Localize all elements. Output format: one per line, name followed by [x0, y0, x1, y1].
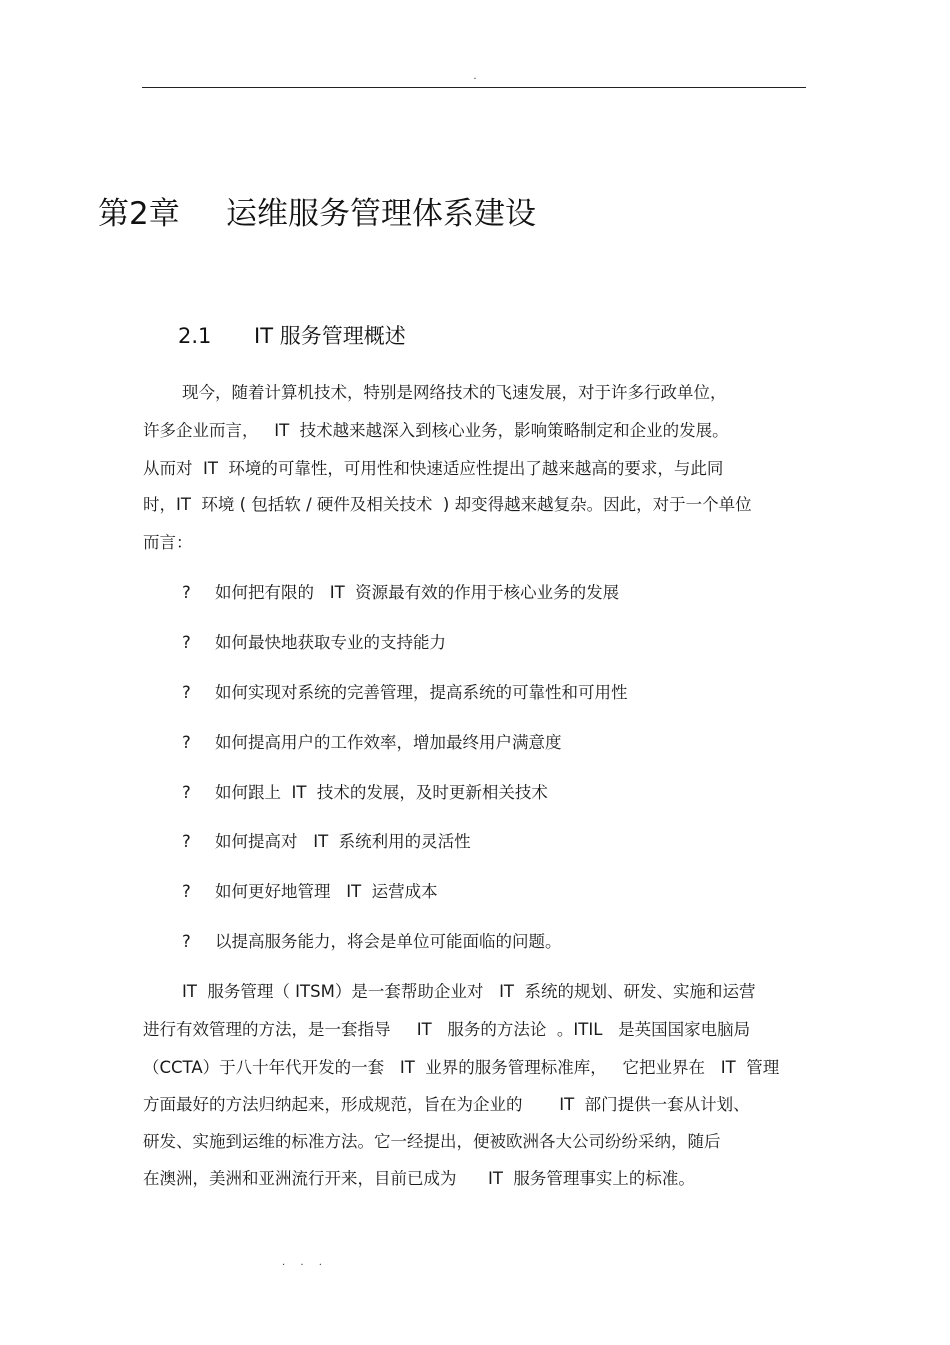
- paragraph-line: 许多企业而言， IT 技术越来越深入到核心业务，影响策略制定和企业的发展。: [143, 421, 729, 440]
- list-item-text: 如何实现对系统的完善管理，提高系统的可靠性和可用性: [215, 683, 628, 702]
- list-item-text: 如何把有限的 IT 资源最有效的作用于核心业务的发展: [215, 583, 620, 602]
- paragraph-line: 从而对 IT 环境的可靠性，可用性和快速适应性提出了越来越高的要求，与此同: [143, 459, 724, 478]
- chapter-number: 第2章: [98, 196, 180, 232]
- chapter-title: [98, 194, 536, 234]
- header-mark: .: [473, 71, 477, 82]
- section-title: [178, 322, 406, 350]
- list-item: [182, 731, 562, 755]
- list-item: [182, 830, 471, 854]
- bullet-mark: ?: [182, 932, 191, 951]
- bullet-mark: ?: [182, 633, 191, 652]
- paragraph-line: 进行有效管理的方法，是一套指导 IT 服务的方法论 。ITIL 是英国国家电脑局: [143, 1020, 751, 1039]
- list-item-text: 以提高服务能力，将会是单位可能面临的问题。: [215, 932, 562, 951]
- paragraph-line: 时，IT 环境 ( 包括软 / 硬件及相关技术 ) 却变得越来越复杂。因此，对于一个单位: [143, 495, 752, 514]
- list-item: [182, 681, 628, 705]
- bullet-mark: ?: [182, 733, 191, 752]
- paragraph-line: 而言：: [143, 533, 193, 552]
- section-title-text: IT 服务管理概述: [254, 324, 406, 348]
- list-item-text: 如何最快地获取专业的支持能力: [215, 633, 446, 652]
- bullet-mark: ?: [182, 583, 191, 602]
- header-rule: [142, 87, 806, 88]
- list-item: [182, 631, 446, 655]
- list-item-text: 如何提高用户的工作效率，增加最终用户满意度: [215, 733, 562, 752]
- list-item: [182, 781, 548, 805]
- list-item-text: 如何更好地管理 IT 运营成本: [215, 882, 438, 901]
- paragraph-line: 在澳洲，美洲和亚洲流行开来，目前已成为 IT 服务管理事实上的标准。: [143, 1169, 695, 1188]
- list-item: [182, 581, 619, 605]
- paragraph-line: IT 服务管理（ ITSM）是一套帮助企业对 IT 系统的规划、研发、实施和运营: [182, 982, 756, 1001]
- list-item-text: 如何提高对 IT 系统利用的灵活性: [215, 832, 471, 851]
- list-item: [182, 880, 438, 904]
- bullet-mark: ?: [182, 683, 191, 702]
- paragraph-line: 方面最好的方法归纳起来，形成规范，旨在为企业的 IT 部门提供一套从计划、: [143, 1095, 750, 1114]
- bullet-mark: ?: [182, 882, 191, 901]
- bullet-mark: ?: [182, 783, 191, 802]
- paragraph-line: （CCTA）于八十年代开发的一套 IT 业界的服务管理标准库， 它把业界在 IT 管理: [143, 1058, 780, 1077]
- bullet-mark: ?: [182, 832, 191, 851]
- list-item: [182, 930, 562, 954]
- chapter-title-text: 运维服务管理体系建设: [226, 196, 536, 232]
- paragraph-line: 研发、实施到运维的标准方法。它一经提出，便被欧洲各大公司纷纷采纳，随后: [143, 1132, 721, 1151]
- footer-mark: . . .: [282, 1257, 328, 1268]
- section-number: 2.1: [178, 324, 212, 348]
- paragraph-line: 现今，随着计算机技术，特别是网络技术的飞速发展，对于许多行政单位，: [182, 383, 727, 402]
- list-item-text: 如何跟上 IT 技术的发展，及时更新相关技术: [215, 783, 548, 802]
